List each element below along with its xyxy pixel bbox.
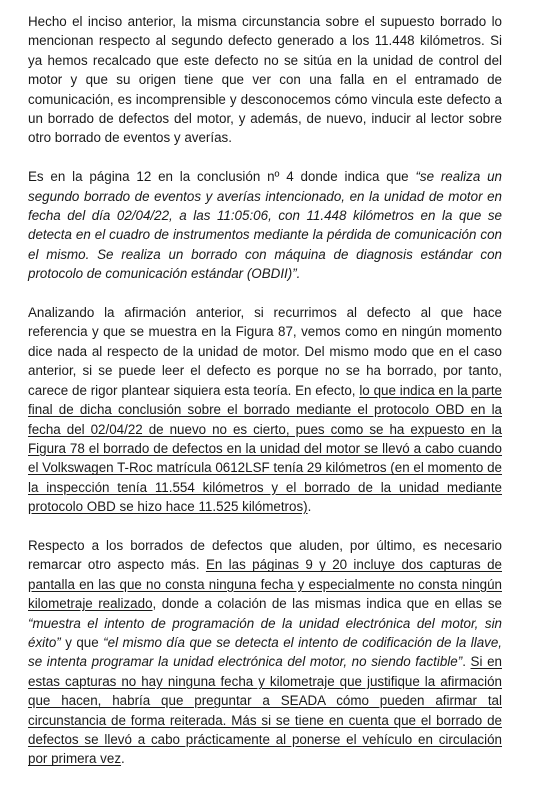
- text-segment: Analizando la afirmación anterior, si recurrimos al defecto al que hace referencia y que se muestra en la Figura 87, vemos como en ningún momento dice nada al respecto de la unidad de motor. Del mismo modo que en el caso anterior, si se puede leer el defecto es porque no se ha borrado, por tanto, carece de rigor plantear siquiera esta teoría. En efecto,: [28, 305, 502, 398]
- text-segment: En las páginas 9 y 20 incluye dos capturas de pantalla en las que no consta ninguna fecha y especialmente no consta ningún kilometraje realizado: [28, 557, 502, 612]
- text-segment: “el mismo día que se detecta el intento de codificación de la llave, se intenta programar la unidad electrónica del motor, no siendo factible”: [28, 634, 502, 670]
- paragraph-2: [28, 167, 502, 283]
- text-segment: .: [121, 751, 125, 767]
- paragraph-3: [28, 303, 502, 516]
- text-segment: lo que indica en la parte final de dicha conclusión sobre el borrado mediante el protocolo OBD en la fecha del 02/04/22 de nuevo no es cierto, pues como se ha expuesto en la Figura 78 el borrado de defectos en la unidad del motor se llevó a cabo cuando el Volkswagen T-Roc matrícula 0612LSF tenía 29 kilómetros (en el momento de la inspección tenía 11.554 kilómetros y el borrado de la unidad mediante protocolo OBD se hizo hace 11.525 kilómetros): [28, 382, 502, 515]
- text-segment: .: [462, 654, 471, 670]
- text-segment: y que: [60, 634, 104, 650]
- text-segment: “muestra el intento de programación de la unidad electrónica del motor, sin éxito”: [28, 615, 502, 650]
- text-segment: Es en la página 12 en la conclusión nº 4 donde indica que: [28, 169, 416, 185]
- text-segment: Respecto a los borrados de defectos que aluden, por último, es necesario remarcar otro aspecto más.: [28, 537, 502, 573]
- paragraph-4: [28, 536, 502, 769]
- text-segment: “se realiza un segundo borrado de eventos y averías intencionado, en la unidad de motor en fecha del día 02/04/22, a las 11:05:06, con 11.448 kilómetros en la que se detecta en el cuadro de instrumentos mediante la pérdida de comunicación con el mismo. Se realiza un borrado con máquina de diagnosis estándar con protocolo de comunicación estándar (OBDII)”.: [28, 169, 502, 282]
- paragraph-1: [28, 12, 502, 148]
- text-segment: , donde a colación de las mismas indica que en ellas se: [152, 596, 502, 612]
- document-page: [28, 12, 502, 788]
- text-segment: Hecho el inciso anterior, la misma circunstancia sobre el supuesto borrado lo mencionan respecto al segundo defecto generado a los 11.448 kilómetros. Si ya hemos recalcado que este defecto no se sitúa en la unidad de control del motor y que su origen tiene que ver con una falla en el entramado de comunicación, es incomprensible y desconocemos cómo vincula este defecto a un borrado de defectos del motor, y además, de nuevo, inducir al lector sobre otro borrado de eventos y averías.: [28, 14, 502, 146]
- text-segment: .: [307, 499, 312, 515]
- text-segment: Si en estas capturas no hay ninguna fecha y kilometraje que justifique la afirmación que hacen, habría que preguntar a SEADA cómo pueden afirmar tal circunstancia de forma reiterada. Más si se tiene en cuenta que el borrado de defectos se llevó a cabo prácticamente al ponerse el vehículo en circulación por primera vez: [28, 654, 502, 767]
